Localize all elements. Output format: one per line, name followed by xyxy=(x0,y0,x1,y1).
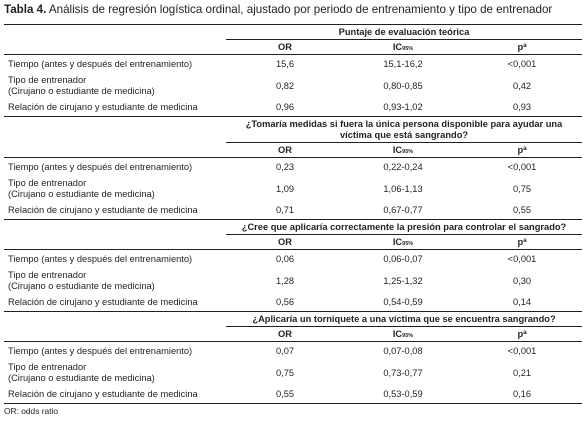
cell-ic: 0,54-0,59 xyxy=(383,297,423,308)
cell-p: <0,001 xyxy=(507,58,537,69)
col-header-ic: IC95% xyxy=(392,42,414,52)
cell-ic: 0,80-0,85 xyxy=(383,80,423,91)
cell-or: 0,07 xyxy=(275,345,295,356)
section-apply-pressure xyxy=(4,220,582,312)
col-header-ic: IC95% xyxy=(392,237,414,247)
section-title: Puntaje de evaluación teórica xyxy=(226,25,582,40)
row-label: Tiempo (antes y después del entrenamiento) xyxy=(8,161,193,172)
cell-p: 0,14 xyxy=(512,297,532,308)
row-label: Relación de cirujano y estudiante de medicina xyxy=(8,102,198,112)
table-row xyxy=(4,268,582,294)
regression-table xyxy=(4,24,582,404)
cell-ic: 0,67-0,77 xyxy=(383,205,423,216)
cell-ic: 0,53-0,59 xyxy=(383,389,423,400)
row-label: Tiempo (antes y después del entrenamiento) xyxy=(8,345,193,356)
cell-p: 0,93 xyxy=(512,102,532,113)
row-label: Tipo de entrenador (Cirujano o estudiante de medicina) xyxy=(8,178,155,199)
col-header-or: OR xyxy=(278,329,292,339)
table-row xyxy=(4,360,582,386)
cell-or: 1,09 xyxy=(275,183,295,194)
col-header-or: OR xyxy=(278,42,292,52)
col-header-or: OR xyxy=(278,145,292,155)
section-title: ¿Tomaría medidas si fuera la única persona disponible para ayudar una víctima que está sangrando? xyxy=(226,117,582,143)
cell-or: 15,6 xyxy=(275,58,295,69)
row-label: Relación de cirujano y estudiante de medicina xyxy=(8,297,198,307)
row-label: Tiempo (antes y después del entrenamiento) xyxy=(8,253,193,264)
col-header-p: $p^a$ xyxy=(517,329,527,339)
cell-p: 0,30 xyxy=(512,275,532,286)
section-take-action xyxy=(4,117,582,220)
cell-p: 0,16 xyxy=(512,389,532,400)
cell-ic: 0,73-0,77 xyxy=(383,367,423,378)
cell-ic: 0,22-0,24 xyxy=(383,161,423,172)
table-row xyxy=(4,158,582,176)
cell-or: 0,55 xyxy=(275,389,295,400)
cell-p: 0,55 xyxy=(512,205,532,216)
cell-or: 0,82 xyxy=(275,80,295,91)
row-label: Tipo de entrenador (Cirujano o estudiante de medicina) xyxy=(8,362,155,383)
col-header-p: $p^a$ xyxy=(517,237,527,247)
table-row xyxy=(4,176,582,202)
table-row xyxy=(4,73,582,99)
table-row xyxy=(4,99,582,117)
cell-ic: 0,07-0,08 xyxy=(383,345,423,356)
section-title: ¿Aplicaría un torniquete a una víctima que se encuentra sangrando? xyxy=(226,312,582,327)
table-caption xyxy=(4,3,552,16)
cell-or: 0,96 xyxy=(275,102,295,113)
table-row xyxy=(4,250,582,268)
section-title: ¿Cree que aplicaría correctamente la presión para controlar el sangrado? xyxy=(226,220,582,235)
table-row xyxy=(4,55,582,73)
section-theory-score xyxy=(4,25,582,117)
cell-ic: 0,93-1,02 xyxy=(383,102,423,113)
col-header-p: $p^a$ xyxy=(517,145,527,155)
cell-or: 0,75 xyxy=(275,367,295,378)
table-row xyxy=(4,386,582,404)
row-label: Tipo de entrenador (Cirujano o estudiante de medicina) xyxy=(8,270,155,291)
table-row xyxy=(4,294,582,312)
table-row xyxy=(4,202,582,220)
col-header-ic: IC95% xyxy=(392,329,414,339)
cell-or: 0,71 xyxy=(275,205,295,216)
section-tourniquet xyxy=(4,312,582,404)
cell-or: 0,23 xyxy=(275,161,295,172)
col-header-p: $p^a$ xyxy=(517,42,527,52)
cell-or: 0,06 xyxy=(275,253,295,264)
cell-ic: 1,25-1,32 xyxy=(383,275,423,286)
row-label: Relación de cirujano y estudiante de medicina xyxy=(8,205,198,215)
cell-ic: 1,06-1,13 xyxy=(383,183,423,194)
row-label: Relación de cirujano y estudiante de medicina xyxy=(8,389,198,399)
cell-p: <0,001 xyxy=(507,345,537,356)
cell-p: 0,21 xyxy=(512,367,532,378)
cell-or: 1,28 xyxy=(275,275,295,286)
cell-ic: 15,1-16,2 xyxy=(383,58,423,69)
cell-ic: 0,06-0,07 xyxy=(383,253,423,264)
col-header-or: OR xyxy=(278,237,292,247)
table-footnote: OR: odds ratio xyxy=(4,406,58,416)
row-label: Tipo de entrenador (Cirujano o estudiante de medicina) xyxy=(8,75,155,96)
cell-p: 0,42 xyxy=(512,80,532,91)
cell-or: 0,56 xyxy=(275,297,295,308)
table-row xyxy=(4,342,582,360)
cell-p: <0,001 xyxy=(507,161,537,172)
cell-p: 0,75 xyxy=(512,183,532,194)
table-number: Tabla 4. xyxy=(4,3,47,16)
row-label: Tiempo (antes y después del entrenamiento) xyxy=(8,58,193,69)
cell-p: <0,001 xyxy=(507,253,537,264)
col-header-ic: IC95% xyxy=(392,145,414,155)
table-title: Análisis de regresión logística ordinal, ajustado por periodo de entrenamiento y tipo de entrenador xyxy=(48,3,553,16)
